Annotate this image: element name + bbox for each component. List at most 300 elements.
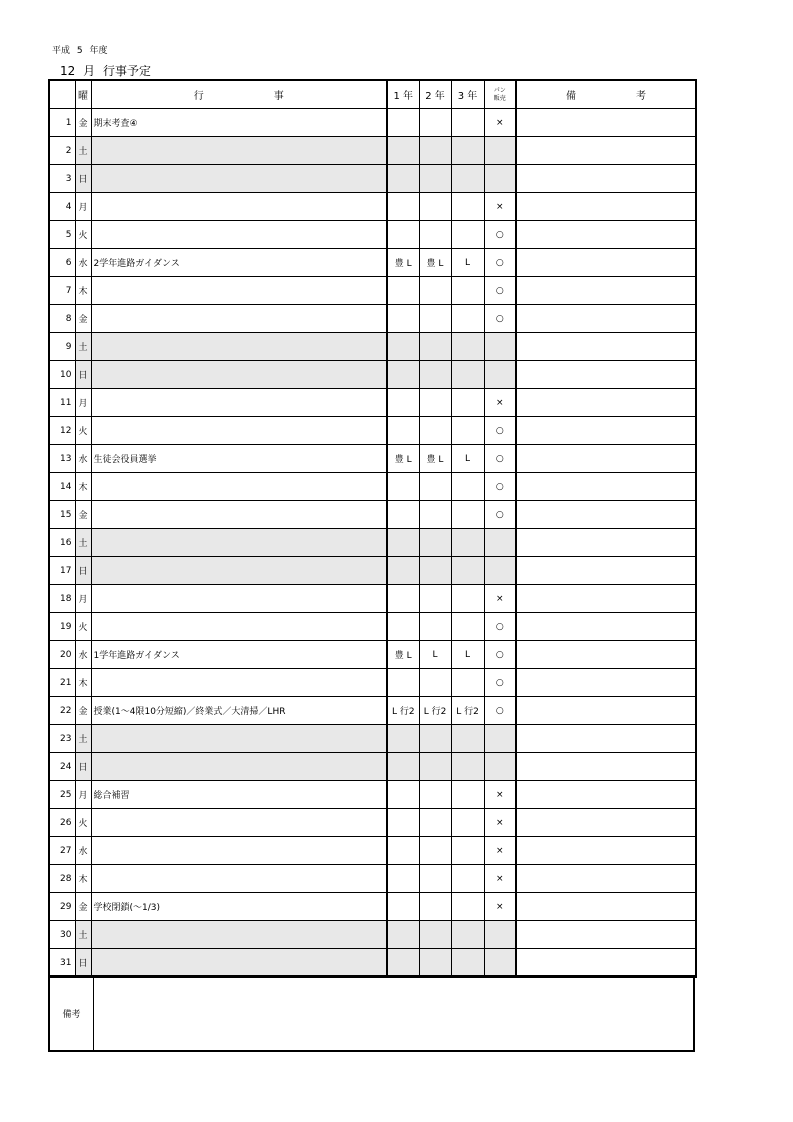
year3-header: 3 年 xyxy=(451,80,484,109)
year1-cell xyxy=(387,753,419,781)
table-row xyxy=(49,473,696,501)
table-row xyxy=(49,529,696,557)
bread-sale-cell: × xyxy=(484,893,516,921)
notes-cell xyxy=(516,445,696,473)
day-cell: 5 xyxy=(49,221,75,249)
year1-cell xyxy=(387,473,419,501)
weekday-cell: 火 xyxy=(75,417,91,445)
year2-cell xyxy=(419,109,451,137)
bread-sale-cell: × xyxy=(484,781,516,809)
year2-cell xyxy=(419,389,451,417)
page-title xyxy=(60,62,155,79)
table-row xyxy=(49,501,696,529)
year2-cell xyxy=(419,949,451,978)
notes-header xyxy=(516,80,696,109)
year3-cell: L xyxy=(451,641,484,669)
event-cell xyxy=(91,473,387,501)
era-label: 平成 xyxy=(52,46,71,56)
year3-cell xyxy=(451,557,484,585)
year1-cell: L 行2 xyxy=(387,697,419,725)
weekday-cell: 火 xyxy=(75,221,91,249)
table-row xyxy=(49,165,696,193)
notes-cell xyxy=(516,137,696,165)
event-cell: 総合補習 xyxy=(91,781,387,809)
day-cell: 19 xyxy=(49,613,75,641)
year2-cell xyxy=(419,277,451,305)
weekday-cell: 土 xyxy=(75,137,91,165)
table-row xyxy=(49,361,696,389)
weekday-cell: 金 xyxy=(75,305,91,333)
bread-sale-cell xyxy=(484,361,516,389)
month-label: 月 xyxy=(83,64,96,78)
year3-cell xyxy=(451,277,484,305)
day-cell: 9 xyxy=(49,333,75,361)
year3-cell xyxy=(451,865,484,893)
day-cell: 25 xyxy=(49,781,75,809)
day-cell: 6 xyxy=(49,249,75,277)
year3-cell: L xyxy=(451,445,484,473)
event-cell xyxy=(91,809,387,837)
event-cell xyxy=(91,501,387,529)
year3-cell: L xyxy=(451,249,484,277)
weekday-cell: 金 xyxy=(75,501,91,529)
notes-cell xyxy=(516,697,696,725)
bread-sale-cell: ○ xyxy=(484,641,516,669)
year2-cell xyxy=(419,893,451,921)
event-cell xyxy=(91,837,387,865)
event-cell xyxy=(91,361,387,389)
notes-cell xyxy=(516,417,696,445)
day-cell: 14 xyxy=(49,473,75,501)
year3-cell xyxy=(451,809,484,837)
year3-cell xyxy=(451,837,484,865)
year2-cell: L xyxy=(419,641,451,669)
event-cell xyxy=(91,529,387,557)
event-header-a: 行 xyxy=(193,91,204,102)
weekday-cell: 月 xyxy=(75,389,91,417)
notes-cell xyxy=(516,529,696,557)
event-cell xyxy=(91,417,387,445)
year1-cell: 豊 L xyxy=(387,445,419,473)
notes-cell xyxy=(516,809,696,837)
table-row xyxy=(49,865,696,893)
bread-header-b: 販売 xyxy=(493,94,506,102)
notes-header-a: 備 xyxy=(566,91,576,102)
table-row xyxy=(49,641,696,669)
table-row xyxy=(49,837,696,865)
table-row xyxy=(49,389,696,417)
remarks-section xyxy=(48,975,695,1052)
year1-cell xyxy=(387,949,419,978)
bread-sale-cell: ○ xyxy=(484,445,516,473)
year2-cell xyxy=(419,501,451,529)
table-row xyxy=(49,781,696,809)
year2-cell xyxy=(419,165,451,193)
event-cell: 生徒会役員選挙 xyxy=(91,445,387,473)
table-row xyxy=(49,109,696,137)
year1-cell xyxy=(387,389,419,417)
bread-sale-cell xyxy=(484,921,516,949)
year3-cell xyxy=(451,221,484,249)
event-cell xyxy=(91,277,387,305)
event-cell xyxy=(91,557,387,585)
bread-sale-cell xyxy=(484,949,516,978)
weekday-cell: 日 xyxy=(75,949,91,978)
table-row xyxy=(49,557,696,585)
table-row xyxy=(49,221,696,249)
year1-cell xyxy=(387,893,419,921)
year3-cell xyxy=(451,529,484,557)
bread-sale-cell: × xyxy=(484,193,516,221)
year1-cell xyxy=(387,585,419,613)
bread-sale-cell xyxy=(484,137,516,165)
year3-cell xyxy=(451,109,484,137)
weekday-cell: 金 xyxy=(75,109,91,137)
table-row xyxy=(49,249,696,277)
year2-cell xyxy=(419,557,451,585)
bread-sale-cell: ○ xyxy=(484,417,516,445)
year3-cell xyxy=(451,333,484,361)
notes-cell xyxy=(516,557,696,585)
notes-cell xyxy=(516,781,696,809)
notes-cell xyxy=(516,865,696,893)
weekday-cell: 土 xyxy=(75,529,91,557)
bread-sale-cell: ○ xyxy=(484,669,516,697)
notes-cell xyxy=(516,949,696,978)
year-number: 5 xyxy=(76,46,83,56)
event-cell xyxy=(91,725,387,753)
weekday-cell: 木 xyxy=(75,669,91,697)
notes-cell xyxy=(516,921,696,949)
year1-cell: 豊 L xyxy=(387,641,419,669)
bread-sale-cell: × xyxy=(484,837,516,865)
bread-sale-cell xyxy=(484,725,516,753)
table-row xyxy=(49,949,696,978)
weekday-cell: 木 xyxy=(75,865,91,893)
event-cell xyxy=(91,585,387,613)
notes-cell xyxy=(516,249,696,277)
day-cell: 4 xyxy=(49,193,75,221)
year2-cell xyxy=(419,725,451,753)
day-cell: 18 xyxy=(49,585,75,613)
table-row xyxy=(49,809,696,837)
year1-cell xyxy=(387,333,419,361)
day-cell: 8 xyxy=(49,305,75,333)
year1-cell xyxy=(387,417,419,445)
year1-cell xyxy=(387,613,419,641)
weekday-cell: 水 xyxy=(75,249,91,277)
event-cell xyxy=(91,193,387,221)
bread-sale-cell: × xyxy=(484,109,516,137)
day-cell: 1 xyxy=(49,109,75,137)
day-cell: 3 xyxy=(49,165,75,193)
year1-cell xyxy=(387,725,419,753)
event-cell: 2学年進路ガイダンス xyxy=(91,249,387,277)
day-cell: 23 xyxy=(49,725,75,753)
notes-cell xyxy=(516,753,696,781)
bread-sale-cell: × xyxy=(484,585,516,613)
day-cell: 20 xyxy=(49,641,75,669)
notes-cell xyxy=(516,613,696,641)
weekday-cell: 土 xyxy=(75,921,91,949)
weekday-cell: 日 xyxy=(75,361,91,389)
day-cell: 30 xyxy=(49,921,75,949)
year1-cell xyxy=(387,165,419,193)
notes-cell xyxy=(516,389,696,417)
year1-cell xyxy=(387,277,419,305)
day-cell: 22 xyxy=(49,697,75,725)
year2-cell xyxy=(419,753,451,781)
weekday-cell: 土 xyxy=(75,725,91,753)
year1-cell xyxy=(387,865,419,893)
event-cell xyxy=(91,949,387,978)
year1-cell xyxy=(387,669,419,697)
weekday-cell: 月 xyxy=(75,781,91,809)
notes-cell xyxy=(516,109,696,137)
year3-cell xyxy=(451,949,484,978)
bread-sale-cell: ○ xyxy=(484,501,516,529)
table-row xyxy=(49,893,696,921)
year2-cell xyxy=(419,921,451,949)
event-cell: 授業(1～4限10分短縮)／終業式／大清掃／LHR xyxy=(91,697,387,725)
weekday-cell: 日 xyxy=(75,165,91,193)
bread-sale-cell xyxy=(484,753,516,781)
year3-cell xyxy=(451,165,484,193)
event-cell xyxy=(91,669,387,697)
table-row xyxy=(49,333,696,361)
year1-cell xyxy=(387,557,419,585)
year2-cell xyxy=(419,305,451,333)
table-row xyxy=(49,137,696,165)
year1-cell xyxy=(387,921,419,949)
weekday-cell: 金 xyxy=(75,697,91,725)
bread-sale-cell: × xyxy=(484,389,516,417)
event-cell: 学校閉鎖(～1/3) xyxy=(91,893,387,921)
table-row xyxy=(49,697,696,725)
remarks-label: 備考 xyxy=(49,976,94,1051)
event-cell xyxy=(91,389,387,417)
notes-cell xyxy=(516,501,696,529)
day-cell: 31 xyxy=(49,949,75,978)
event-cell xyxy=(91,613,387,641)
notes-cell xyxy=(516,277,696,305)
day-cell: 2 xyxy=(49,137,75,165)
year2-cell xyxy=(419,193,451,221)
day-cell: 15 xyxy=(49,501,75,529)
bread-sale-cell xyxy=(484,529,516,557)
year2-header: 2 年 xyxy=(419,80,451,109)
fiscal-year xyxy=(52,43,112,56)
bread-sale-cell: ○ xyxy=(484,613,516,641)
year3-cell xyxy=(451,669,484,697)
bread-header-a: パン xyxy=(493,86,506,94)
year2-cell xyxy=(419,137,451,165)
table-row xyxy=(49,417,696,445)
bread-sale-cell: ○ xyxy=(484,249,516,277)
year1-cell xyxy=(387,501,419,529)
event-cell xyxy=(91,221,387,249)
year3-cell: L 行2 xyxy=(451,697,484,725)
bread-sale-cell: ○ xyxy=(484,221,516,249)
event-cell xyxy=(91,753,387,781)
year2-cell: 豊 L xyxy=(419,249,451,277)
weekday-cell: 火 xyxy=(75,613,91,641)
year2-cell xyxy=(419,473,451,501)
event-header xyxy=(91,80,387,109)
year2-cell xyxy=(419,809,451,837)
table-row xyxy=(49,305,696,333)
bread-sale-cell: ○ xyxy=(484,277,516,305)
table-row xyxy=(49,445,696,473)
day-cell: 27 xyxy=(49,837,75,865)
day-cell: 13 xyxy=(49,445,75,473)
table-row xyxy=(49,921,696,949)
year2-cell xyxy=(419,585,451,613)
event-cell xyxy=(91,921,387,949)
year2-cell xyxy=(419,361,451,389)
title-text: 行事予定 xyxy=(102,64,151,78)
day-cell: 17 xyxy=(49,557,75,585)
year2-cell xyxy=(419,529,451,557)
weekday-cell: 木 xyxy=(75,277,91,305)
year3-cell xyxy=(451,585,484,613)
notes-cell xyxy=(516,221,696,249)
remarks-field[interactable] xyxy=(94,976,695,1051)
year3-cell xyxy=(451,613,484,641)
year3-cell xyxy=(451,725,484,753)
weekday-cell: 日 xyxy=(75,557,91,585)
day-cell: 29 xyxy=(49,893,75,921)
year3-cell xyxy=(451,893,484,921)
year2-cell xyxy=(419,781,451,809)
year1-cell xyxy=(387,361,419,389)
bread-sale-cell xyxy=(484,165,516,193)
notes-cell xyxy=(516,193,696,221)
year3-cell xyxy=(451,389,484,417)
year1-cell xyxy=(387,109,419,137)
notes-cell xyxy=(516,165,696,193)
year3-cell xyxy=(451,753,484,781)
year2-cell xyxy=(419,417,451,445)
table-row xyxy=(49,613,696,641)
year1-header: 1 年 xyxy=(387,80,419,109)
table-row xyxy=(49,725,696,753)
weekday-cell: 火 xyxy=(75,809,91,837)
day-cell: 7 xyxy=(49,277,75,305)
year-label: 年度 xyxy=(89,46,108,56)
bread-sale-cell: × xyxy=(484,865,516,893)
year3-cell xyxy=(451,781,484,809)
event-cell xyxy=(91,333,387,361)
event-cell: 1学年進路ガイダンス xyxy=(91,641,387,669)
event-cell xyxy=(91,165,387,193)
day-cell: 26 xyxy=(49,809,75,837)
year2-cell: 豊 L xyxy=(419,445,451,473)
year1-cell xyxy=(387,529,419,557)
notes-cell xyxy=(516,725,696,753)
bread-sale-cell xyxy=(484,333,516,361)
day-header xyxy=(49,80,75,109)
year1-cell xyxy=(387,305,419,333)
table-row xyxy=(49,277,696,305)
notes-cell xyxy=(516,669,696,697)
year1-cell xyxy=(387,137,419,165)
weekday-cell: 木 xyxy=(75,473,91,501)
year3-cell xyxy=(451,473,484,501)
weekday-cell: 水 xyxy=(75,641,91,669)
table-row xyxy=(49,753,696,781)
bread-sale-cell: ○ xyxy=(484,473,516,501)
year3-cell xyxy=(451,501,484,529)
day-cell: 24 xyxy=(49,753,75,781)
bread-sale-cell: ○ xyxy=(484,697,516,725)
day-cell: 11 xyxy=(49,389,75,417)
schedule-table xyxy=(48,79,697,978)
dow-header: 曜 xyxy=(75,80,91,109)
year3-cell xyxy=(451,361,484,389)
year2-cell xyxy=(419,333,451,361)
year3-cell xyxy=(451,417,484,445)
day-cell: 16 xyxy=(49,529,75,557)
year1-cell xyxy=(387,809,419,837)
notes-cell xyxy=(516,361,696,389)
notes-cell xyxy=(516,585,696,613)
weekday-cell: 土 xyxy=(75,333,91,361)
event-cell xyxy=(91,865,387,893)
table-header xyxy=(49,80,696,109)
day-cell: 21 xyxy=(49,669,75,697)
notes-cell xyxy=(516,473,696,501)
year3-cell xyxy=(451,193,484,221)
bread-sale-header xyxy=(484,80,516,109)
year1-cell xyxy=(387,193,419,221)
day-cell: 12 xyxy=(49,417,75,445)
year2-cell xyxy=(419,865,451,893)
weekday-cell: 月 xyxy=(75,585,91,613)
bread-sale-cell xyxy=(484,557,516,585)
event-cell xyxy=(91,137,387,165)
bread-sale-cell: × xyxy=(484,809,516,837)
notes-cell xyxy=(516,305,696,333)
year1-cell: 豊 L xyxy=(387,249,419,277)
month-number: 12 xyxy=(60,64,76,78)
day-cell: 28 xyxy=(49,865,75,893)
weekday-cell: 金 xyxy=(75,893,91,921)
day-cell: 10 xyxy=(49,361,75,389)
year3-cell xyxy=(451,305,484,333)
year3-cell xyxy=(451,921,484,949)
year2-cell xyxy=(419,613,451,641)
weekday-cell: 水 xyxy=(75,445,91,473)
year2-cell xyxy=(419,837,451,865)
table-row xyxy=(49,193,696,221)
weekday-cell: 水 xyxy=(75,837,91,865)
event-header-b: 事 xyxy=(273,91,284,102)
year2-cell xyxy=(419,669,451,697)
year3-cell xyxy=(451,137,484,165)
notes-cell xyxy=(516,333,696,361)
notes-cell xyxy=(516,893,696,921)
year1-cell xyxy=(387,221,419,249)
notes-cell xyxy=(516,641,696,669)
table-row xyxy=(49,669,696,697)
event-cell xyxy=(91,305,387,333)
bread-sale-cell: ○ xyxy=(484,305,516,333)
notes-header-b: 考 xyxy=(636,91,646,102)
event-cell: 期末考査④ xyxy=(91,109,387,137)
weekday-cell: 月 xyxy=(75,193,91,221)
year1-cell xyxy=(387,781,419,809)
